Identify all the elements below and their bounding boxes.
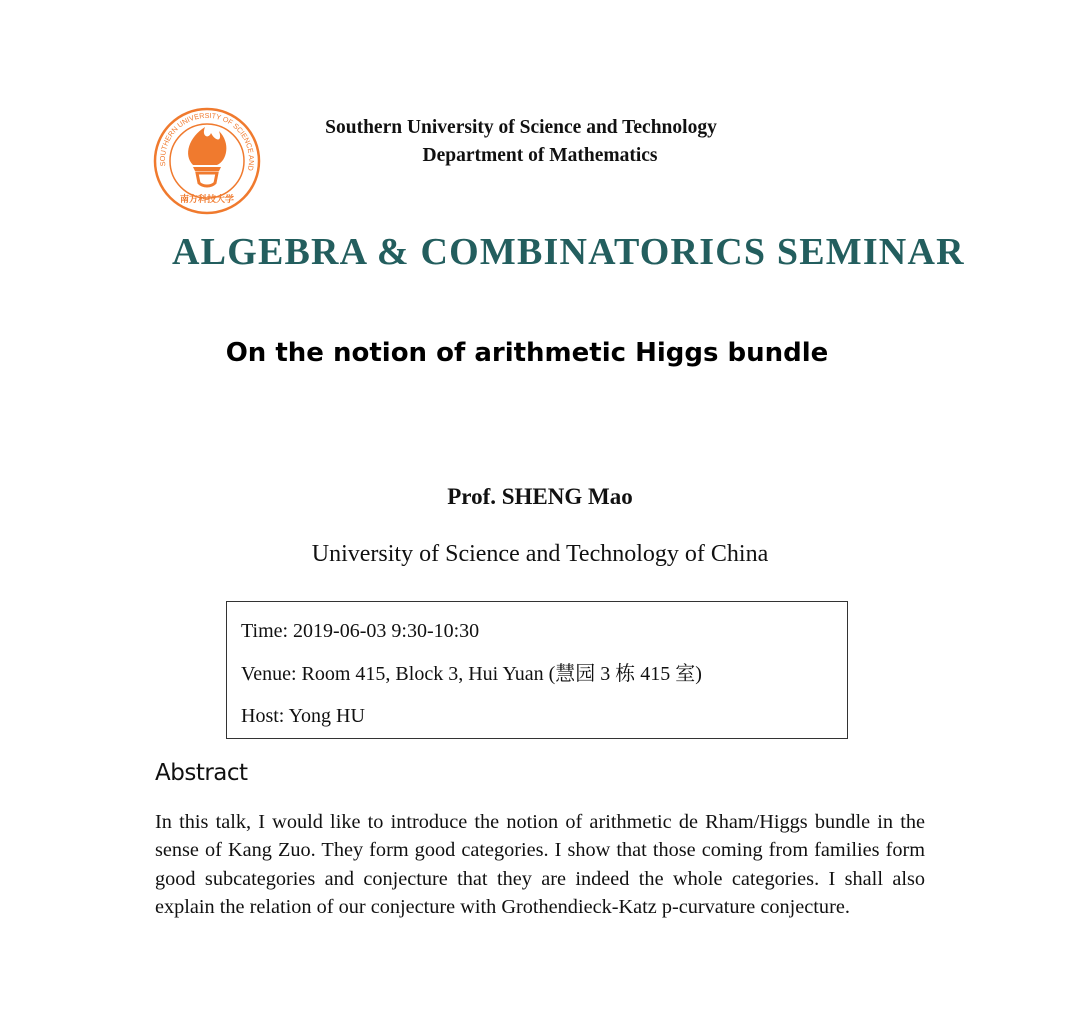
university-name: Southern University of Science and Technology [325, 117, 717, 138]
event-info-box [226, 601, 848, 739]
talk-title: On the notion of arithmetic Higgs bundle [225, 338, 829, 368]
svg-text:南方科技大学: 南方科技大学 [179, 195, 235, 205]
institution-header [0, 114, 1080, 170]
seminar-title: ALGEBRA & COMBINATORICS SEMINAR [172, 231, 965, 273]
speaker-name: Prof. SHENG Mao [447, 484, 633, 509]
svg-text:SOUTHERN UNIVERSITY OF SCIENCE: SOUTHERN UNIVERSITY OF SCIENCE AND [157, 110, 257, 172]
event-time: Time: 2019-06-03 9:30-10:30 [241, 620, 480, 642]
department-name: Department of Mathematics [422, 145, 658, 166]
event-host: Host: Yong HU [241, 705, 365, 727]
abstract-text: In this talk, I would like to introduce the notion of arithmetic de Rham/Higgs bundle in the sense of Kang Zuo. They form good categories. I show that those coming from families form good subcategories and conjecture that they are indeed the whole categories. I shall also explain the relation of our conjecture with Grothendieck-Katz p-curvature conjecture. [155, 811, 925, 918]
abstract-heading: Abstract [155, 760, 248, 786]
speaker-affiliation: University of Science and Technology of China [311, 541, 769, 567]
event-venue: Venue: Room 415, Block 3, Hui Yuan (慧园 3 栋 415 室) [241, 662, 702, 685]
